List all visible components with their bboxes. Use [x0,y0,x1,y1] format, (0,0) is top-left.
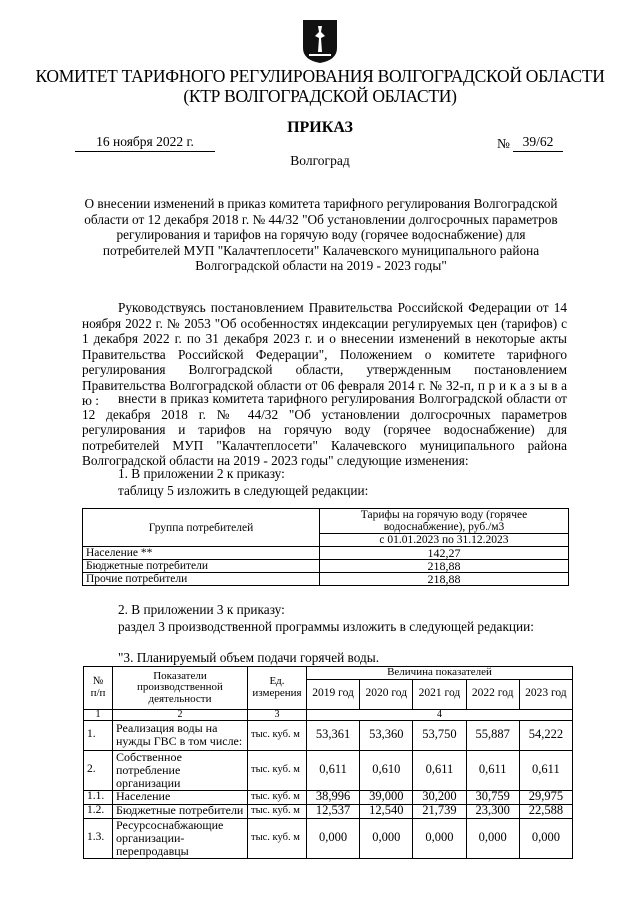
table-row [83,547,569,560]
row-value: 0,611 [466,750,519,790]
year-header: 2022 год [466,679,519,709]
row-value: 12,540 [360,804,413,818]
document-type: ПРИКАЗ [287,119,353,136]
city: Волгоград [290,153,350,168]
tariff-row-name: Бюджетные потребители [83,560,320,573]
tariff-row-value: 218,88 [320,573,569,586]
item-1: 1. В приложении 2 к приказу: [118,466,285,481]
row-value: 12,537 [307,804,360,818]
col-values: Величина показателей [307,667,573,680]
row-name: Бюджетные потребители [113,804,248,818]
row-num: 1.3. [84,818,113,858]
order-paragraph: внести в приказ комитета тарифного регулирования Волгоградской области от 12 декабря 2018 г. № 44/32 "Об установлении долгосрочных параметров регулирования и тарифов на горячую воду (горячее водоснабжение) для потребителей МУП "Калачтеплосети" Калачевского муниципального района Волгоградской области на 2019 - 2023 годы" следующие изменения: [82,391,567,468]
tariff-col-group: Группа потребителей [83,509,320,547]
col-index: 3 [248,709,307,720]
row-name: Собственное потребление организации [113,750,248,790]
item-1-instruction: таблицу 5 изложить в следующей редакции: [118,483,369,498]
row-value: 30,200 [413,790,466,804]
row-value: 0,611 [413,750,466,790]
table-row [84,818,573,858]
row-value: 54,222 [519,720,572,750]
row-value: 21,739 [413,804,466,818]
tariff-table [82,508,569,586]
tariff-row-value: 218,88 [320,560,569,573]
row-unit: тыс. куб. м [248,750,307,790]
item-2-instruction: раздел 3 производственной программы изложить в следующей редакции: [118,619,534,634]
order-subject: О внесении изменений в приказ комитета тарифного регулирования Волгоградской области от 12 декабря 2018 г. № 44/32 "Об установлении долгосрочных параметров регулирования и тарифов на горячую воду (горячее водоснабжение) для потребителей МУП "Калачтеплосети" Калачевского муниципального района Волгоградской области на 2019 - 2023 годы" [84,196,558,273]
col-unit: Ед. измерения [248,667,307,710]
row-value: 0,000 [519,818,572,858]
tariff-row-value: 142,27 [320,547,569,560]
col-index: 1 [84,709,113,720]
table-row [84,804,573,818]
organization-short-name: (КТР ВОЛГОГРАДСКОЙ ОБЛАСТИ) [183,86,457,106]
col-indicators: Показатели производственной деятельности [113,667,248,710]
row-value: 29,975 [519,790,572,804]
row-name: Реализация воды на нужды ГВС в том числе: [113,720,248,750]
order-date: 16 ноября 2022 г. [75,134,215,152]
col-index: 2 [113,709,248,720]
row-num: 1.2. [84,804,113,818]
tariff-row-name: Население ** [83,547,320,560]
row-value: 0,610 [360,750,413,790]
row-num: 1. [84,720,113,750]
row-value: 23,300 [466,804,519,818]
order-number: 39/62 [513,134,563,152]
volume-table [83,666,573,859]
row-num: 1.1. [84,790,113,804]
col-index: 4 [307,709,573,720]
row-unit: тыс. куб. м [248,804,307,818]
row-value: 30,759 [466,790,519,804]
table-row [84,790,573,804]
year-header: 2020 год [360,679,413,709]
row-value: 0,000 [307,818,360,858]
intro-paragraph: Руководствуясь постановлением Правительства Российской Федерации от 14 ноября 2022 г. № 2053 "Об особенностях индексации регулируемых цен (тарифов) с 1 декабря 2022 г. по 31 декабря 2023 г. и о внесении изменений в некоторые акты Правительства Российской Федерации", Положением о комитете тарифного регулирования Волгоградской области, утвержденным постановлением Правительства Волгоградской области от 06 февраля 2014 г. № 32-п, п р и к а з ы в а ю : [82,300,567,408]
row-value: 22,588 [519,804,572,818]
col-num: № п/п [84,667,113,710]
row-unit: тыс. куб. м [248,790,307,804]
row-value: 0,000 [360,818,413,858]
item-2: 2. В приложении 3 к приказу: [118,602,285,617]
year-header: 2023 год [519,679,572,709]
tariff-row-name: Прочие потребители [83,573,320,586]
table-row [84,720,573,750]
row-unit: тыс. куб. м [248,818,307,858]
row-value: 53,361 [307,720,360,750]
table-row [83,560,569,573]
coat-of-arms-emblem [301,18,339,64]
tariff-col-tariff: Тарифы на горячую воду (горячее водоснабжение), руб./м3 [320,509,569,534]
row-value: 0,000 [413,818,466,858]
row-name: Население [113,790,248,804]
section-3-title: "3. Планируемый объем подачи горячей воды. [118,650,380,665]
year-header: 2019 год [307,679,360,709]
row-value: 39,000 [360,790,413,804]
row-value: 55,887 [466,720,519,750]
table-row [83,573,569,586]
row-num: 2. [84,750,113,790]
order-number-label: № [497,136,510,151]
row-value: 38,996 [307,790,360,804]
organization-name: КОМИТЕТ ТАРИФНОГО РЕГУЛИРОВАНИЯ ВОЛГОГРАДСКОЙ ОБЛАСТИ [35,66,605,86]
row-value: 0,611 [307,750,360,790]
row-value: 53,750 [413,720,466,750]
row-name: Ресурсоснабжающие организации-перепродавцы [113,818,248,858]
year-header: 2021 год [413,679,466,709]
row-value: 0,000 [466,818,519,858]
row-value: 0,611 [519,750,572,790]
table-row [84,750,573,790]
tariff-period: с 01.01.2023 по 31.12.2023 [320,534,569,547]
row-unit: тыс. куб. м [248,720,307,750]
row-value: 53,360 [360,720,413,750]
